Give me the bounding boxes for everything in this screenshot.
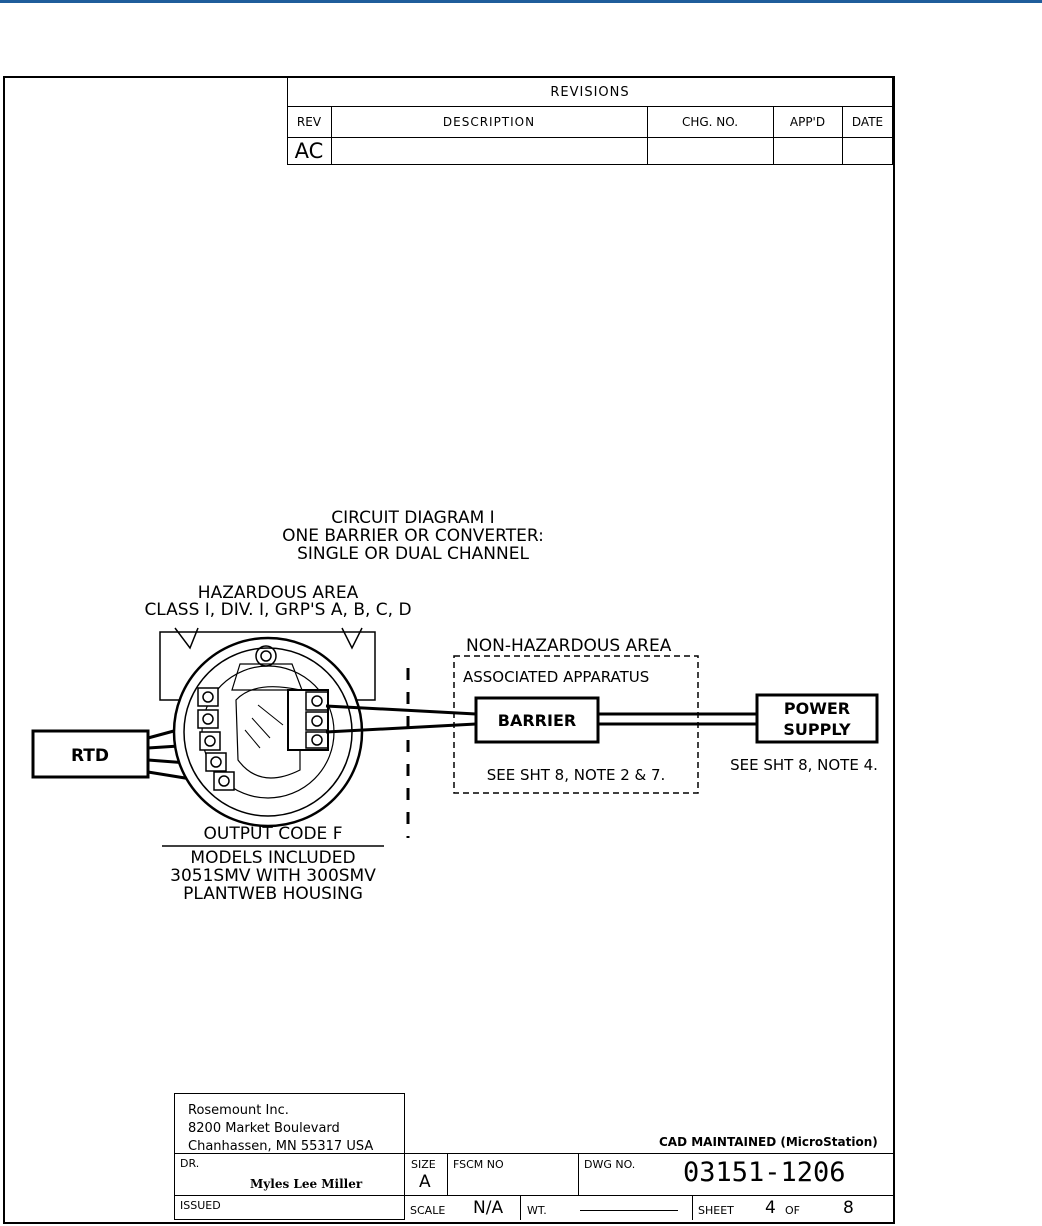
dr-label: DR. [180,1157,200,1170]
models-included-3: PLANTWEB HOUSING [183,884,363,904]
rev-header: REV [296,115,322,129]
rtd-label: RTD [70,746,110,766]
appd-header: APP'D [789,115,826,129]
company-street: 8200 Market Boulevard [188,1121,340,1136]
size-label: SIZE [411,1158,436,1171]
dwg-no-label: DWG NO. [584,1158,636,1171]
models-included-2: 3051SMV WITH 300SMV [170,866,376,886]
issued-label: ISSUED [180,1199,221,1212]
chg-no-header: CHG. NO. [681,115,739,129]
barrier-label: BARRIER [497,711,577,730]
revisions-title: REVISIONS [550,85,630,100]
scale-label: SCALE [410,1204,446,1217]
drafter-signature: Myles Lee Miller [250,1177,363,1191]
of-label: OF [785,1204,800,1217]
barrier-note: SEE SHT 8, NOTE 2 & 7. [486,766,666,784]
company-city: Chanhassen, MN 55317 USA [188,1139,374,1154]
date-header: DATE [851,115,884,129]
output-code-label: OUTPUT CODE F [203,824,343,844]
diagram-title-3: SINGLE OR DUAL CHANNEL [297,544,529,564]
dwg-no-value: 03151-1206 [683,1157,846,1188]
hazardous-area-class: CLASS I, DIV. I, GRP'S A, B, C, D [144,600,412,620]
supply-wires [598,714,757,724]
transmitter-housing [160,628,375,826]
fscm-label: FSCM NO [453,1158,504,1171]
power-supply-label-2: SUPPLY [783,720,851,739]
associated-apparatus-label: ASSOCIATED APPARATUS [463,668,650,686]
power-supply-label-1: POWER [783,699,851,718]
sheet-label: SHEET [698,1204,734,1217]
company-name: Rosemount Inc. [188,1103,289,1118]
rev-value: AC [294,139,324,163]
wt-label: WT. [527,1204,547,1217]
diagram-title-1: CIRCUIT DIAGRAM I [331,508,495,528]
sheet-number: 4 [765,1198,776,1218]
hazardous-area-title: HAZARDOUS AREA [197,583,359,603]
diagram-title-2: ONE BARRIER OR CONVERTER: [282,526,544,546]
power-supply-note: SEE SHT 8, NOTE 4. [730,756,878,774]
sheet-total: 8 [843,1198,854,1218]
cad-maintained-note: CAD MAINTAINED (MicroStation) [659,1135,878,1149]
size-value: A [419,1172,431,1192]
non-hazardous-label: NON-HAZARDOUS AREA [466,636,672,656]
models-included-1: MODELS INCLUDED [190,848,356,868]
wt-rule [580,1210,678,1211]
scale-value: N/A [473,1198,504,1218]
description-header: DESCRIPTION [442,115,536,129]
